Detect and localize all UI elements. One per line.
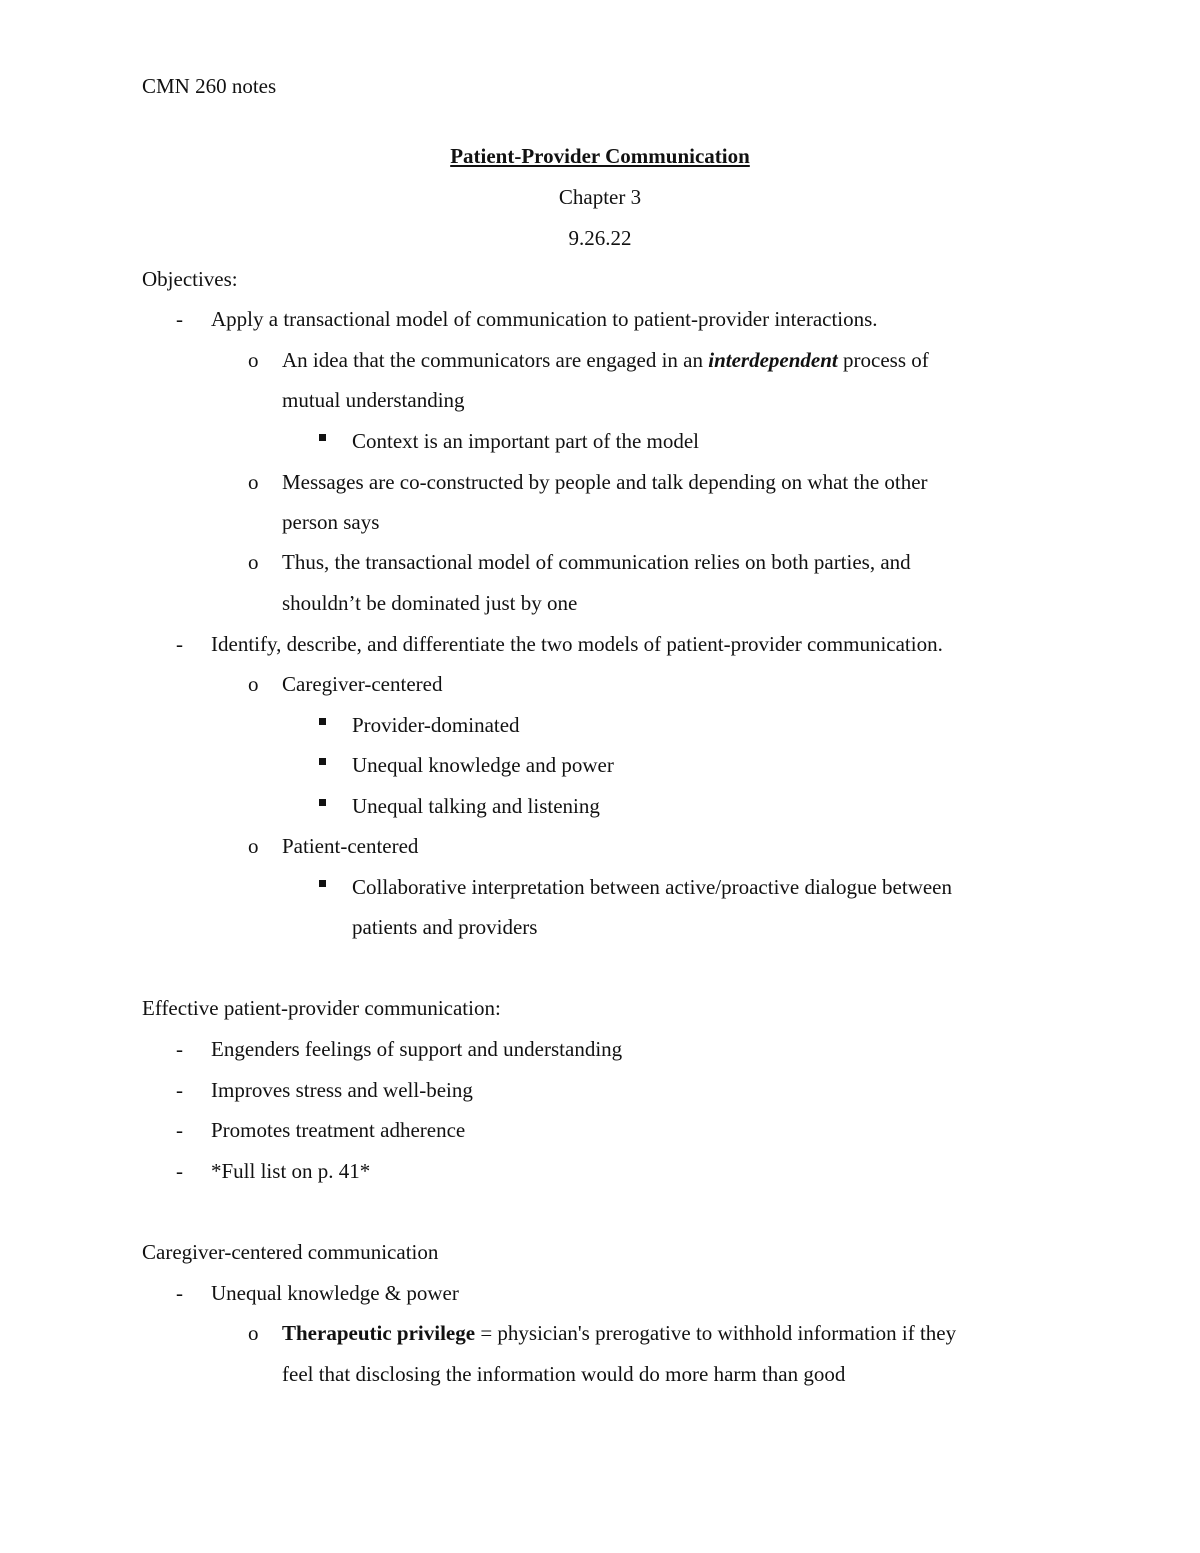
objective-1-point-2: Messages are co-constructed by people and talk depending on what the other [282,470,928,494]
context-bullet: Context is an important part of the model [352,429,700,453]
caregiver-bullet: Unequal knowledge and power [352,753,614,777]
square-bullet [319,434,326,441]
circle-marker: o [248,1321,259,1345]
square-bullet [319,758,326,765]
date-label: 9.26.22 [568,226,632,250]
patient-bullet: Collaborative interpretation between active/proactive dialogue between [352,875,952,899]
key-term: Therapeutic privilege [282,1321,476,1345]
dash-marker: - [176,1281,183,1305]
caregiver-centered-label: Caregiver-centered [282,672,443,696]
circle-marker: o [248,834,259,858]
objective-2: Identify, describe, and differentiate the two models of patient-provider communication. [211,632,943,656]
caregiver-section-item: Unequal knowledge & power [211,1281,459,1305]
effective-item: Engenders feelings of support and understanding [211,1037,623,1061]
course-header: CMN 260 notes [142,74,277,98]
objective-1-point-1-cont: mutual understanding [282,388,465,412]
dash-marker: - [176,1078,183,1102]
dash-marker: - [176,1118,183,1142]
objective-1-point-2-cont: person says [282,510,380,534]
dash-marker: - [176,632,183,656]
definition-cont: feel that disclosing the information would do more harm than good [282,1362,846,1386]
objective-1-point-3-cont: shouldn’t be dominated just by one [282,591,578,615]
therapeutic-privilege-definition [282,1320,956,1346]
objectives-heading: Objectives: [142,267,238,291]
objective-1: Apply a transactional model of communication to patient-provider interactions. [211,307,878,331]
dash-marker: - [176,1159,183,1183]
dash-marker: - [176,1037,183,1061]
effective-item: *Full list on p. 41* [211,1159,371,1183]
caregiver-bullet: Unequal talking and listening [352,794,600,818]
dash-marker: - [176,307,183,331]
definition-text: = physician's prerogative to withhold information if they [475,1321,957,1345]
circle-marker: o [248,550,259,574]
caregiver-section-heading: Caregiver-centered communication [142,1240,439,1264]
point-text: process of [837,348,929,372]
square-bullet [319,880,326,887]
circle-marker: o [248,348,259,372]
circle-marker: o [248,470,259,494]
patient-centered-label: Patient-centered [282,834,419,858]
effective-item: Promotes treatment adherence [211,1118,466,1142]
caregiver-bullet: Provider-dominated [352,713,520,737]
effective-item: Improves stress and well-being [211,1078,473,1102]
circle-marker: o [248,672,259,696]
objective-1-point-3: Thus, the transactional model of communication relies on both parties, and [282,550,911,574]
emphasis-term: interdependent [708,348,838,372]
chapter-label: Chapter 3 [558,185,642,209]
square-bullet [319,718,326,725]
objective-1-point-1 [282,347,929,373]
patient-bullet-cont: patients and providers [352,915,538,939]
point-text: An idea that the communicators are engaged in an [282,348,709,372]
effective-heading: Effective patient-provider communication: [142,996,501,1020]
page-title: Patient-Provider Communication [450,144,750,168]
square-bullet [319,799,326,806]
